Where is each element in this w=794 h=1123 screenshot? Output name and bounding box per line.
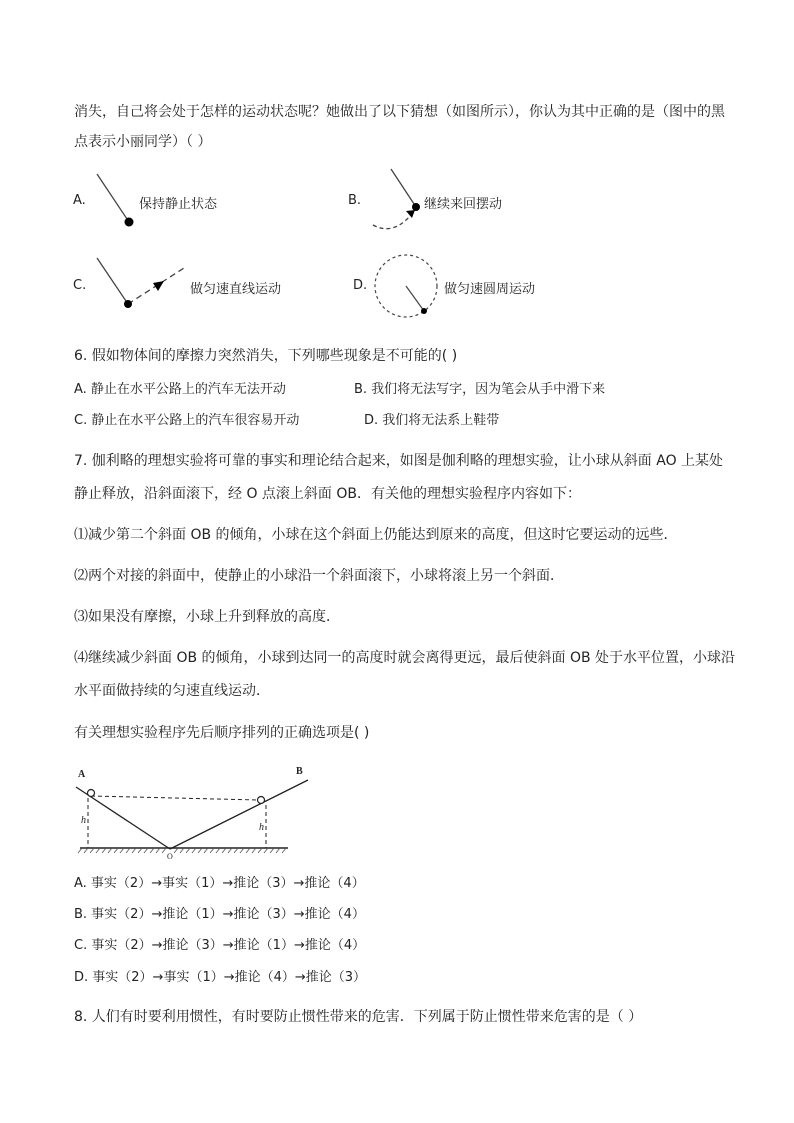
q6-option-d: D. 我们将无法系上鞋带 [364, 413, 500, 428]
q5-option-c-label: 做匀速直线运动 [190, 282, 282, 297]
figure-label-o: O [167, 852, 173, 861]
q8-stem: 8. 人们有时要利用惯性，有时要防止惯性带来的危害．下列属于防止惯性带来危害的是（ ） [74, 1009, 643, 1025]
pendulum-straight-line-icon [92, 254, 192, 314]
height-label-right: h [259, 822, 264, 833]
ball-end [258, 797, 265, 804]
q7-option-c: C. 事实（2）→推论（3）→推论（1）→推论（4） [74, 938, 366, 953]
ball-start [88, 790, 95, 797]
q5-option-a-letter: A. [73, 193, 86, 208]
galileo-incline-figure [74, 760, 324, 860]
figure-label-a: A [78, 769, 86, 780]
q7-option-b: B. 事实（2）→推论（1）→推论（3）→推论（4） [74, 907, 365, 922]
q7-step-4-line1: ⑷继续减少斜面 OB 的倾角，小球到达同一的高度时就会离得更远，最后使斜面 OB 处于水平位置，小球沿 [74, 650, 736, 666]
q5-option-c-letter: C. [73, 278, 87, 293]
q5-stem-line1: 消失，自己将会处于怎样的运动状态呢？她做出了以下猜想（如图所示），你认为其中正确的是（图中的黑 [74, 104, 725, 120]
q6-option-b: B. 我们将无法写字，因为笔会从手中滑下来 [354, 382, 606, 397]
q7-step-4-line2: 水平面做持续的匀速直线运动． [74, 683, 270, 699]
height-label-left: h [81, 815, 86, 826]
q5-option-b-label: 继续来回摆动 [424, 197, 503, 212]
q7-step-3: ⑶如果没有摩擦，小球上升到释放的高度． [74, 609, 340, 625]
incline-ob [170, 780, 308, 849]
q6-option-c: C. 静止在水平公路上的汽车很容易开动 [74, 413, 300, 428]
height-dashed-line [91, 796, 258, 800]
q5-stem-line2: 点表示小丽同学）（ ） [74, 134, 212, 150]
q7-question: 有关理想实验程序先后顺序排列的正确选项是( ) [74, 725, 370, 741]
q7-stem-line2: 静止释放，沿斜面滚下，经 O 点滚上斜面 OB．有关他的理想实验程序内容如下： [74, 486, 581, 502]
ground-hatching [78, 848, 286, 853]
q7-step-1: ⑴减少第二个斜面 OB 的倾角，小球在这个斜面上仍能达到原来的高度，但这时它要运动的远些． [74, 527, 678, 543]
circular-motion-icon [370, 250, 442, 322]
q5-option-a-label: 保持静止状态 [139, 197, 218, 212]
q7-step-2: ⑵两个对接的斜面中，使静止的小球沿一个斜面滚下，小球将滚上另一个斜面． [74, 568, 564, 584]
q6-option-a: A. 静止在水平公路上的汽车无法开动 [74, 382, 286, 397]
q5-option-d-letter: D. [353, 278, 368, 293]
q6-stem: 6. 假如物体间的摩擦力突然消失，下列哪些现象是不可能的( ) [74, 348, 458, 364]
q7-option-d: D. 事实（2）→事实（1）→推论（4）→推论（3） [74, 970, 367, 985]
figure-label-b: B [296, 766, 303, 777]
pendulum-swing-icon [365, 165, 430, 237]
q7-stem-line1: 7. 伽利略的理想实验将可靠的事实和理论结合起来，如图是伽利略的理想实验，让小球从斜面 AO 上某处 [74, 453, 724, 469]
q5-option-d-label: 做匀速圆周运动 [444, 282, 536, 297]
q5-option-b-letter: B. [348, 193, 362, 208]
q7-option-a: A. 事实（2）→事实（1）→推论（3）→推论（4） [74, 876, 365, 891]
